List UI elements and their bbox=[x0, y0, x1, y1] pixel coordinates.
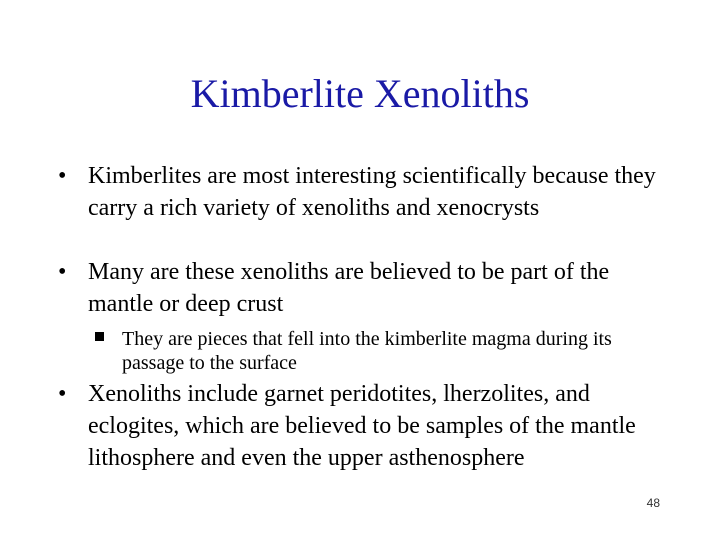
square-bullet-icon bbox=[95, 332, 104, 341]
bullet-item-3 bbox=[58, 378, 668, 474]
bullet-item-2 bbox=[58, 256, 668, 320]
bullet-marker: • bbox=[58, 259, 67, 285]
sub-bullet-text: They are pieces that fell into the kimberlite magma during its passage to the surface bbox=[122, 328, 612, 374]
sub-bullet-item bbox=[95, 327, 655, 375]
bullet-text: Kimberlites are most interesting scientifically because they carry a rich variety of xenoliths and xenocrysts bbox=[88, 163, 656, 221]
bullet-text: Many are these xenoliths are believed to be part of the mantle or deep crust bbox=[88, 259, 610, 317]
bullet-text: Xenoliths include garnet peridotites, lherzolites, and eclogites, which are believed to be samples of the mantle lithosphere and even the upper asthenosphere bbox=[88, 381, 636, 471]
bullet-item-1 bbox=[58, 160, 668, 224]
page-number: 48 bbox=[646, 496, 660, 510]
slide-title: Kimberlite Xenoliths bbox=[190, 71, 530, 116]
bullet-marker: • bbox=[58, 381, 67, 407]
bullet-marker: • bbox=[58, 163, 67, 189]
